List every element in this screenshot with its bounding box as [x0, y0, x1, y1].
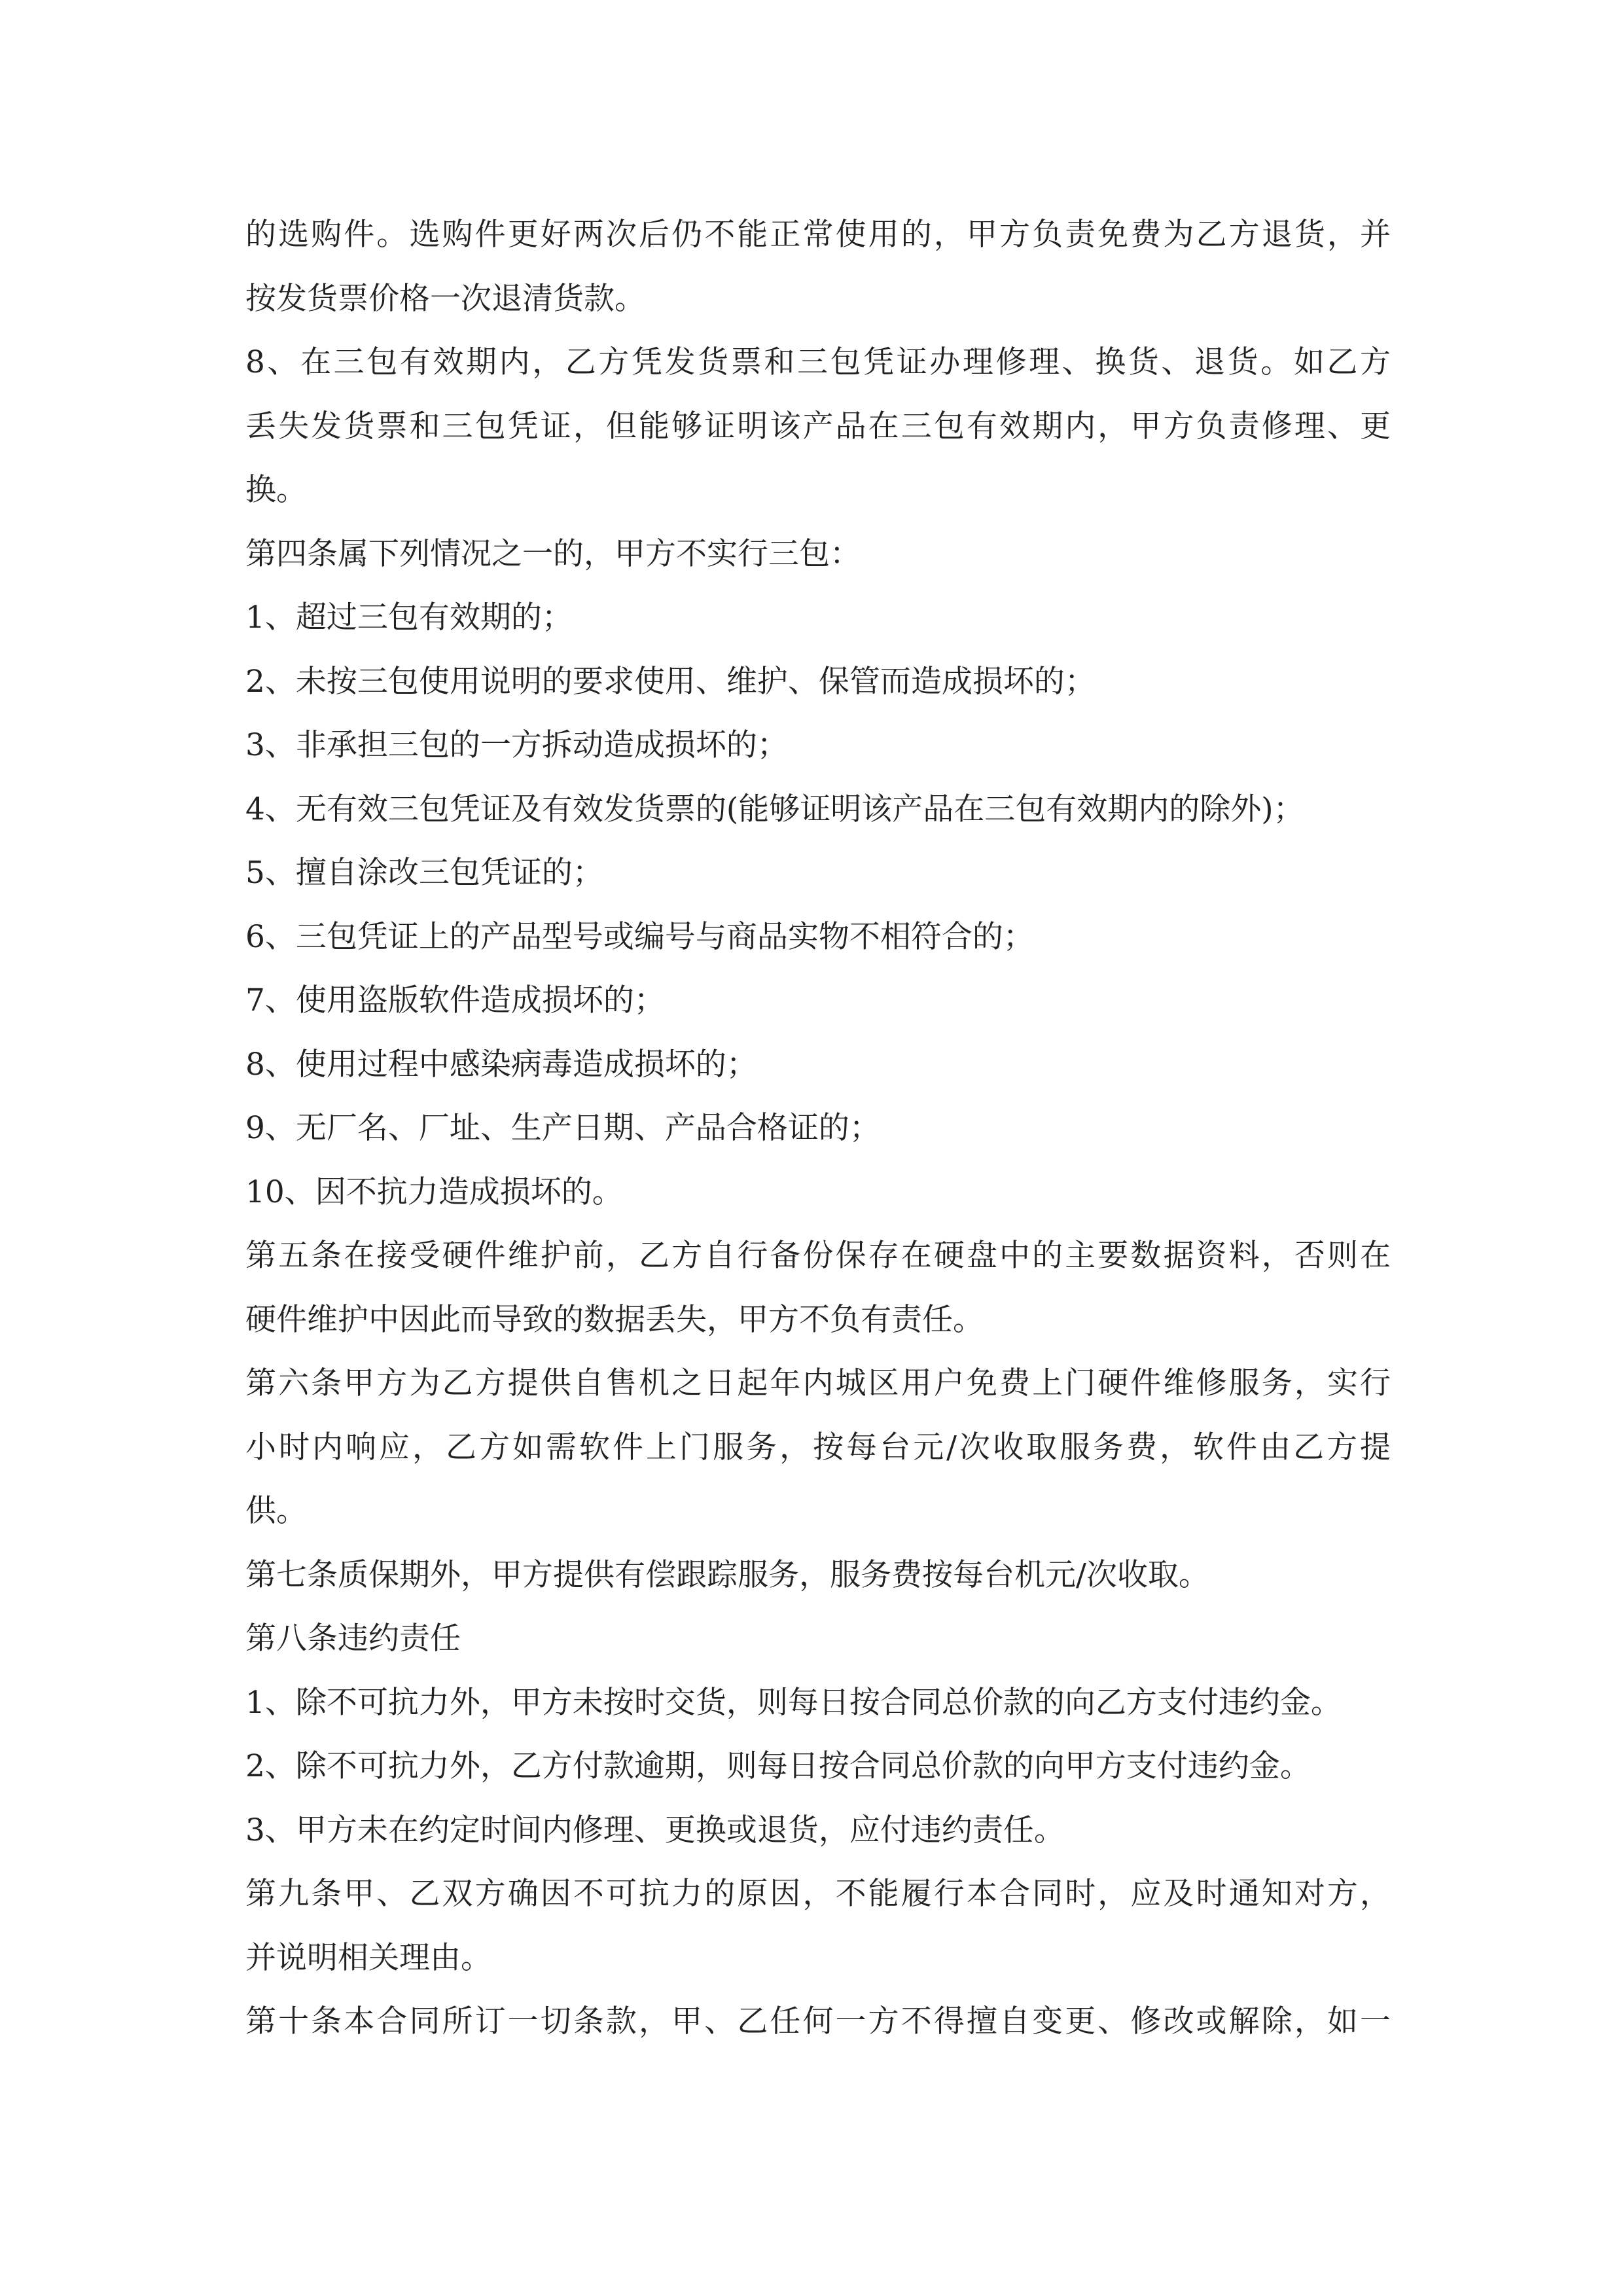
text-line: 第九条甲、乙双方确因不可抗力的原因，不能履行本合同时，应及时通知对方，: [245, 1876, 1391, 1912]
text-line: 第十条本合同所订一切条款，甲、乙任何一方不得擅自变更、修改或解除，如一: [245, 2003, 1391, 2039]
text-line: 的选购件。选购件更好两次后仍不能正常使用的，甲方负责免费为乙方退货，并: [245, 217, 1391, 253]
text-line: 第五条在接受硬件维护前，乙方自行备份保存在硬盘中的主要数据资料，否则在: [245, 1238, 1391, 1274]
text-line: 8、在三包有效期内，乙方凭发货票和三包凭证办理修理、换货、退货。如乙方: [245, 344, 1391, 380]
text-line: 供。: [245, 1493, 307, 1529]
text-line: 5、擅自涂改三包凭证的；: [245, 855, 603, 891]
text-line: 换。: [245, 472, 307, 508]
text-line: 第八条违约责任: [245, 1621, 461, 1657]
text-line: 第六条甲方为乙方提供自售机之日起年内城区用户免费上门硬件维修服务，实行: [245, 1365, 1391, 1401]
text-line: 硬件维护中因此而导致的数据丢失，甲方不负有责任。: [245, 1301, 984, 1338]
text-line: 第七条质保期外，甲方提供有偿跟踪服务，服务费按每台机元/次收取。: [245, 1556, 1209, 1593]
text-line: 10、因不抗力造成损坏的。: [245, 1174, 623, 1210]
text-line: 7、使用盗版软件造成损坏的；: [245, 982, 665, 1018]
text-line: 小时内响应，乙方如需软件上门服务，按每台元/次收取服务费，软件由乙方提: [245, 1429, 1391, 1465]
text-line: 第四条属下列情况之一的，甲方不实行三包：: [245, 535, 861, 572]
text-line: 2、除不可抗力外，乙方付款逾期，则每日按合同总价款的向甲方支付违约金。: [245, 1748, 1311, 1784]
document-body: [245, 203, 1391, 2054]
text-line: 1、超过三包有效期的；: [245, 600, 573, 636]
text-line: 按发货票价格一次退清货款。: [245, 280, 645, 317]
text-line: 2、未按三包使用说明的要求使用、维护、保管而造成损坏的；: [245, 663, 1096, 700]
text-line: 1、除不可抗力外，甲方未按时交货，则每日按合同总价款的向乙方支付违约金。: [245, 1684, 1342, 1721]
text-line: 8、使用过程中感染病毒造成损坏的；: [245, 1046, 757, 1083]
text-line: 3、非承担三包的一方拆动造成损坏的；: [245, 727, 788, 763]
text-line: 丢失发货票和三包凭证，但能够证明该产品在三包有效期内，甲方负责修理、更: [245, 408, 1391, 444]
text-line: 并说明相关理由。: [245, 1939, 491, 1976]
text-line: 9、无厂名、厂址、生产日期、产品合格证的；: [245, 1110, 880, 1146]
text-line: 6、三包凭证上的产品型号或编号与商品实物不相符合的；: [245, 918, 1034, 955]
text-line: 4、无有效三包凭证及有效发货票的(能够证明该产品在三包有效期内的除外)；: [245, 791, 1304, 827]
text-line: 3、甲方未在约定时间内修理、更换或退货，应付违约责任。: [245, 1812, 1065, 1848]
